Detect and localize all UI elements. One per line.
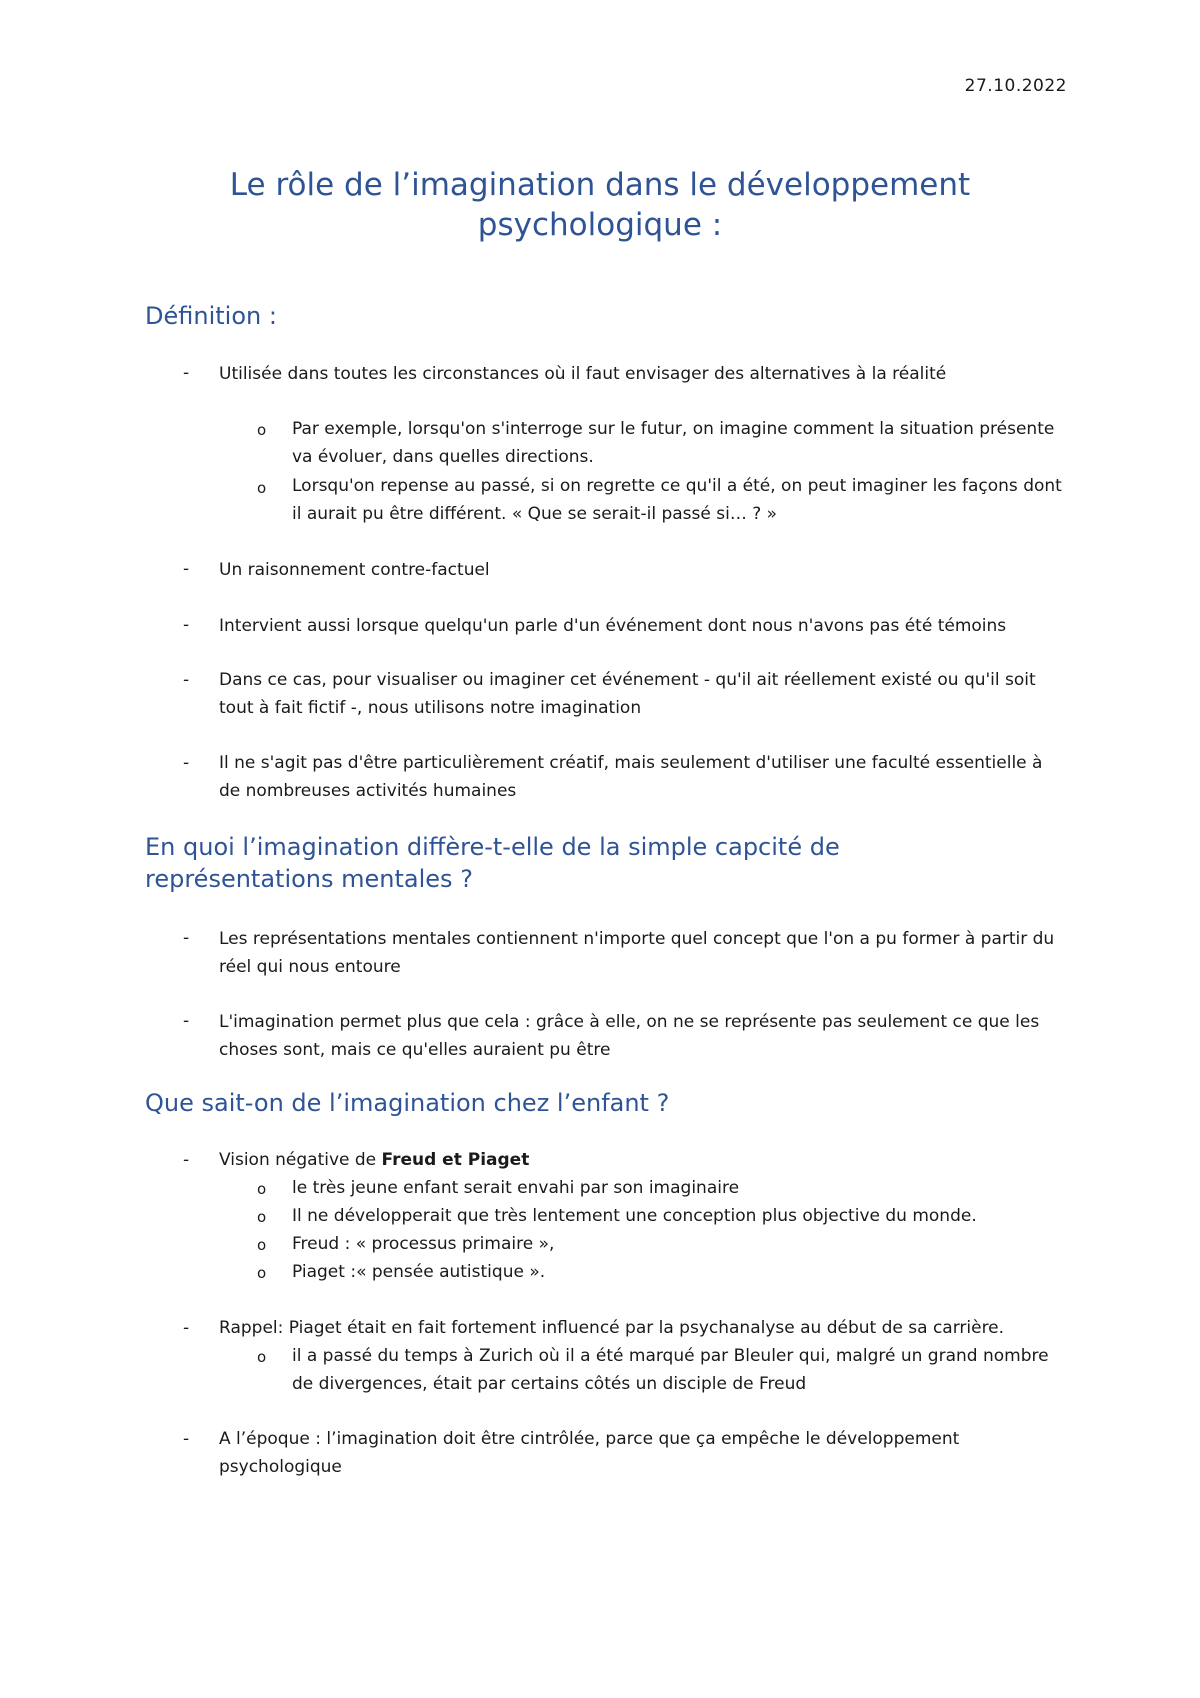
sub-list-item: Lorsqu'on repense au passé, si on regrette ce qu'il a été, on peut imaginer les façons dont il aurait pu être différent. « Que se serait-il passé si… ? »: [292, 476, 1062, 524]
sub-list-item: Par exemple, lorsqu'on s'interroge sur le futur, on imagine comment la situation présente va évoluer, dans quelles directions.: [292, 419, 1055, 467]
bullet-dash: -: [183, 1150, 190, 1170]
sub-list-item: Il ne développerait que très lentement une conception plus objective du monde.: [292, 1206, 977, 1226]
bullet-sub: o: [257, 421, 267, 439]
bullet-dash: -: [183, 559, 190, 579]
bullet-sub: o: [257, 1348, 267, 1366]
bullet-dash: -: [183, 753, 190, 773]
bullet-dash: -: [183, 670, 190, 690]
list-item: Intervient aussi lorsque quelqu'un parle d'un événement dont nous n'avons pas été témoins: [219, 616, 1007, 636]
list-item: Il ne s'agit pas d'être particulièrement créatif, mais seulement d'utiliser une faculté essentielle à de nombreuses activités humaines: [219, 753, 1043, 801]
bullet-dash: -: [183, 615, 190, 635]
list-item: A l’époque : l’imagination doit être cintrôlée, parce que ça empêche le développement psychologique: [219, 1429, 960, 1477]
bullet-sub: o: [257, 1208, 267, 1226]
bullet-dash: -: [183, 1011, 190, 1031]
sub-list-item: Piaget :« pensée autistique ».: [292, 1262, 546, 1282]
sub-list-item: Freud : « processus primaire »,: [292, 1234, 555, 1254]
section-heading-child: Que sait-on de l’imagination chez l’enfant ?: [145, 1089, 670, 1117]
bullet-dash: -: [183, 1429, 190, 1449]
section-heading-difference: En quoi l’imagination diffère-t-elle de la simple capcité de représentations mentales ?: [145, 833, 840, 893]
bullet-sub: o: [257, 1264, 267, 1282]
list-item: Rappel: Piaget était en fait fortement influencé par la psychanalyse au début de sa carrière.: [219, 1318, 1005, 1338]
sub-list-item: le très jeune enfant serait envahi par son imaginaire: [292, 1178, 740, 1198]
list-item: L'imagination permet plus que cela : grâce à elle, on ne se représente pas seulement ce que les choses sont, mais ce qu'elles auraient pu être: [219, 1012, 1040, 1060]
bullet-sub: o: [257, 479, 267, 497]
bullet-sub: o: [257, 1236, 267, 1254]
document-date: 27.10.2022: [964, 76, 1067, 96]
list-item-bold: Freud et Piaget: [381, 1150, 530, 1170]
section-heading-definition: Définition :: [145, 302, 277, 330]
bullet-dash: -: [183, 1318, 190, 1338]
list-item: Dans ce cas, pour visualiser ou imaginer cet événement - qu'il ait réellement existé ou qu'il soit tout à fait fictif -, nous utilisons notre imagination: [219, 670, 1036, 718]
list-item: Utilisée dans toutes les circonstances où il faut envisager des alternatives à la réalité: [219, 364, 947, 384]
bullet-dash: -: [183, 928, 190, 948]
list-item: [219, 1146, 1069, 1174]
sub-list-item: il a passé du temps à Zurich où il a été marqué par Bleuler qui, malgré un grand nombre de divergences, était par certains côtés un disciple de Freud: [292, 1346, 1049, 1394]
list-item: Un raisonnement contre-factuel: [219, 560, 490, 580]
list-item: Les représentations mentales contiennent n'importe quel concept que l'on a pu former à partir du réel qui nous entoure: [219, 929, 1055, 977]
document-title: Le rôle de l’imagination dans le développement psychologique :: [229, 167, 971, 243]
bullet-dash: -: [183, 363, 190, 383]
bullet-sub: o: [257, 1180, 267, 1198]
list-item-text: Vision négative de: [219, 1150, 382, 1170]
